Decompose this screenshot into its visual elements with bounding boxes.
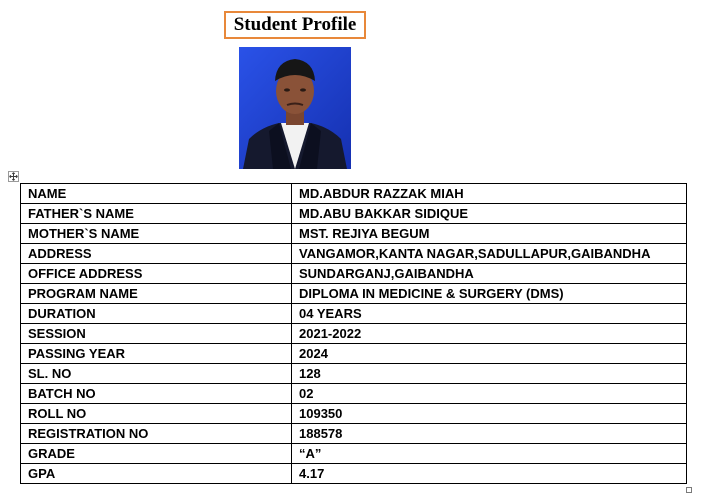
table-move-handle-icon[interactable] [8, 171, 19, 182]
table-row [21, 324, 687, 344]
row-label: GRADE [21, 444, 292, 464]
row-label: SL. NO [21, 364, 292, 384]
table-resize-handle-icon[interactable] [686, 487, 692, 493]
row-value: VANGAMOR,KANTA NAGAR,SADULLAPUR,GAIBANDHA [292, 244, 687, 264]
row-label: BATCH NO [21, 384, 292, 404]
table-row [21, 364, 687, 384]
table-row [21, 184, 687, 204]
table-row [21, 424, 687, 444]
row-value: 109350 [292, 404, 687, 424]
row-value: 188578 [292, 424, 687, 444]
table-row [21, 224, 687, 244]
table-row [21, 444, 687, 464]
student-photo [239, 47, 351, 169]
row-label: ADDRESS [21, 244, 292, 264]
row-value: 04 YEARS [292, 304, 687, 324]
row-value: “A” [292, 444, 687, 464]
row-value: MST. REJIYA BEGUM [292, 224, 687, 244]
row-value: SUNDARGANJ,GAIBANDHA [292, 264, 687, 284]
row-label: MOTHER`S NAME [21, 224, 292, 244]
row-label: DURATION [21, 304, 292, 324]
row-value: 128 [292, 364, 687, 384]
page-title: Student Profile [224, 11, 366, 39]
row-label: NAME [21, 184, 292, 204]
table-row [21, 244, 687, 264]
table-row [21, 344, 687, 364]
row-label: PROGRAM NAME [21, 284, 292, 304]
table-row [21, 304, 687, 324]
row-value: 2024 [292, 344, 687, 364]
table-row [21, 384, 687, 404]
row-label: GPA [21, 464, 292, 484]
row-value: 02 [292, 384, 687, 404]
student-profile-table [20, 183, 687, 484]
row-value: DIPLOMA IN MEDICINE & SURGERY (DMS) [292, 284, 687, 304]
table-row [21, 264, 687, 284]
table-row [21, 404, 687, 424]
row-label: FATHER`S NAME [21, 204, 292, 224]
row-label: OFFICE ADDRESS [21, 264, 292, 284]
table-row [21, 464, 687, 484]
row-label: SESSION [21, 324, 292, 344]
row-value: 4.17 [292, 464, 687, 484]
table-row [21, 284, 687, 304]
table-row [21, 204, 687, 224]
row-label: REGISTRATION NO [21, 424, 292, 444]
row-label: PASSING YEAR [21, 344, 292, 364]
row-value: 2021-2022 [292, 324, 687, 344]
row-value: MD.ABU BAKKAR SIDIQUE [292, 204, 687, 224]
row-label: ROLL NO [21, 404, 292, 424]
row-value: MD.ABDUR RAZZAK MIAH [292, 184, 687, 204]
